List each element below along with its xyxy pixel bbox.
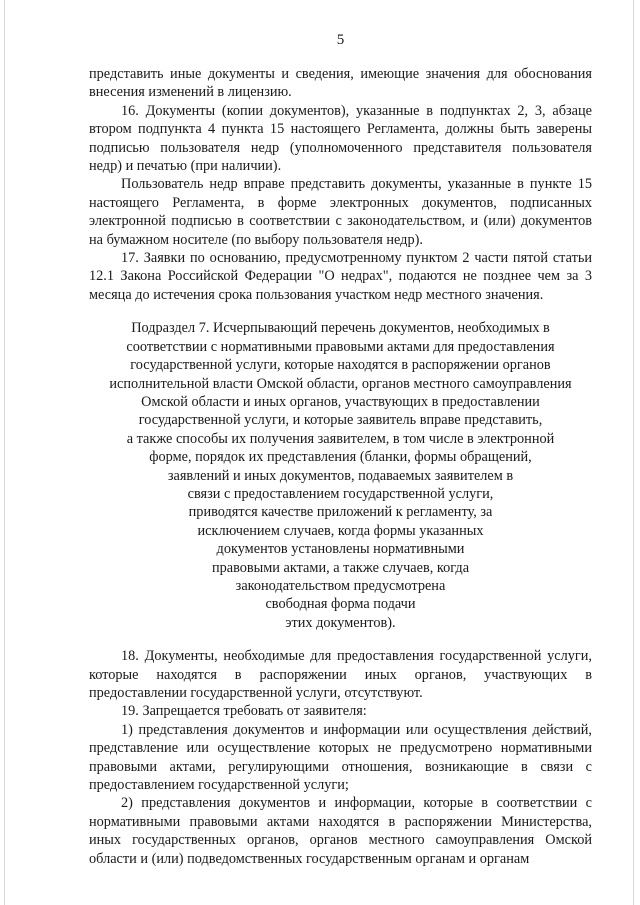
subsection-heading-line: а также способы их получения заявителем, в том числе в электронной <box>126 430 555 447</box>
subsection-heading-line: исключением случаев, когда формы указанных <box>197 522 484 539</box>
paragraph-item-19-sub-1: 1) представления документов и информации или осуществления действий, представление или осуществление которых не предусмотрено нормативными правовыми актами, регулирующими отношения, возникающие в связи с предоставлением государственной услуги; <box>89 721 592 794</box>
paragraph-item-19: 19. Запрещается требовать от заявителя: <box>121 703 367 720</box>
paragraph-item-16: 16. Документы (копии документов), указанные в подпунктах 2, 3, абзаце втором подпункта 4 пункта 15 настоящего Регламента, должны быть заверены подписью пользователя недр (уполномоченного представителя пользователя недр) и печатью (при наличии). <box>89 102 592 175</box>
subsection-heading-line: исполнительной власти Омской области, органов местного самоуправления <box>109 375 572 392</box>
scan-edge-right <box>633 0 634 905</box>
subsection-heading-line: заявлений и иных документов, подаваемых заявителем в <box>167 467 514 484</box>
subsection-heading-line: государственной услуги, которые находятся в распоряжении органов <box>130 357 551 374</box>
subsection-heading-line: Подраздел 7. Исчерпывающий перечень документов, необходимых в <box>131 320 550 337</box>
subsection-heading-line: Омской области и иных органов, участвующих в предоставлении <box>141 393 540 410</box>
subsection-heading-line: документов установлены нормативными <box>216 541 465 558</box>
page-number: 5 <box>336 32 345 48</box>
scan-edge-left <box>4 0 5 905</box>
subsection-heading-line: этих документов). <box>285 614 396 631</box>
subsection-heading-line: свободная форма подачи <box>265 596 416 613</box>
document-page <box>89 30 592 868</box>
subsection-heading-line: законодательством предусмотрена <box>235 577 446 594</box>
subsection-heading-line: приводятся качестве приложений к регламенту, за <box>188 504 493 521</box>
subsection-heading-line: связи с предоставлением государственной услуги, <box>187 485 494 502</box>
subsection-heading-line: правовыми актами, а также случаев, когда <box>211 559 470 576</box>
subsection-7-heading <box>89 319 592 632</box>
subsection-heading-line: форме, порядок их представления (бланки, формы обращений, <box>149 449 532 466</box>
paragraph-electronic-documents: Пользователь недр вправе представить документы, указанные в пункте 15 настоящего Регламента, в форме электронных документов, подписанных электронной подписью в соответствии с законодательством, и (или) документов на бумажном носителе (по выбору пользователя недр). <box>89 176 592 248</box>
subsection-heading-line: государственной услуги, и которые заявитель вправе представить, <box>138 412 543 429</box>
paragraph-continuation: представить иные документы и сведения, имеющие значения для обоснования внесения изменений в лицензию. <box>89 66 592 101</box>
paragraph-item-19-sub-2: 2) представления документов и информации, которые в соответствии с нормативными правовыми актами находятся в распоряжении Министерства, иных государственных органов, органов местного самоуправления Омской области и (или) подведомственных государственным органам и органам <box>89 795 592 867</box>
paragraph-item-17: 17. Заявки по основанию, предусмотренному пунктом 2 части пятой статьи 12.1 Закона Российской Федерации "О недрах", подаются не позднее чем за 3 месяца до истечения срока пользования участком недр местного значения. <box>89 250 592 303</box>
paragraph-item-18: 18. Документы, необходимые для предоставления государственной услуги, которые находятся в распоряжении иных органов, участвующих в предоставлении государственной услуги, отсутствуют. <box>89 648 592 701</box>
subsection-heading-line: соответствии с нормативными правовыми актами для предоставления <box>126 338 555 355</box>
